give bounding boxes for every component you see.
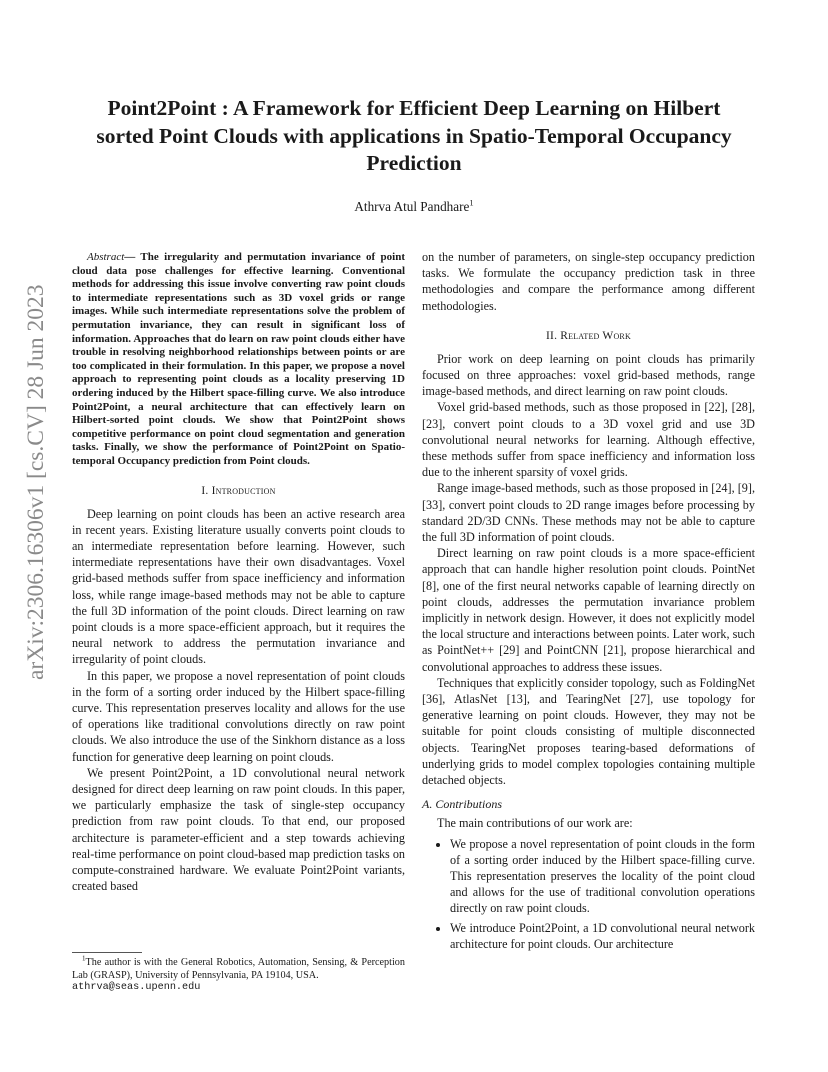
section-number: II.	[546, 329, 558, 342]
footnote-text: The author is with the General Robotics, Automation, Sensing, & Perception Lab (GRASP), University of Pennsylvania, PA 19104, USA.	[72, 957, 405, 981]
contributions-intro: The main contributions of our work are:	[437, 816, 633, 831]
section-title: Related Work	[560, 329, 631, 342]
related-paragraph-3: Range image-based methods, such as those proposed in [24], [9], [33], convert point clouds to 2D range images before processing by standard 2D/3D CNNs. These methods may not be able to capture the full 3D information of point clouds.	[422, 481, 755, 545]
author-line	[80, 199, 748, 215]
abstract-label: Abstract	[87, 251, 125, 263]
related-paragraph-4: Direct learning on raw point clouds is a more space-efficient approach that can handle higher resolution point clouds. PointNet [8], one of the first neural networks capable of learning directly on point clouds, addresses the permutation invariance problem implicitly in network design. However, it does not explicitly model the local structure and interactions between points. Later work, such as PointNet++ [29] and PointCNN [21], propose hierarchical and convolutional approaches to address these issues.	[422, 546, 755, 674]
related-paragraph-5: Techniques that explicitly consider topology, such as FoldingNet [36], AtlasNet [13], and TearingNet [27], use topology for generative learning on point clouds. However, they may not be suitable for point clouds consisting of multiple disconnected objects. TearingNet proposes tearing-based deformations of underlying grids to model complex topologies containing multiple detached objects.	[422, 675, 755, 788]
subsection-heading-contributions	[422, 797, 755, 812]
author-footnote-mark: 1	[469, 197, 474, 208]
related-paragraph-1: Prior work on deep learning on point clouds has primarily focused on three approaches: voxel grid-based methods, range image-based methods, and direct learning on raw point clouds.	[422, 351, 755, 399]
contributions-list	[422, 836, 755, 952]
footnote-text-block	[72, 954, 405, 995]
intro-continuation: on the number of parameters, on single-step occupancy prediction tasks. We formulate the occupancy prediction task in three methodologies and compare the performance among different methodologies.	[422, 250, 755, 313]
author-name: Athrva Atul Pandhare	[354, 199, 470, 214]
intro-paragraph-2: In this paper, we propose a novel representation of point clouds in the form of a sorting order induced by the Hilbert space-filling curve. This representation preserves locality and allows for the use of operations like traditional convolutions directly on raw point clouds. We also introduce the use of the Sinkhorn distance as a loss function for generative deep learning on point clouds.	[72, 668, 405, 764]
abstract	[72, 251, 405, 469]
left-column	[72, 251, 405, 894]
author-email: athrva@seas.upenn.edu	[72, 982, 201, 994]
intro-paragraph-1: Deep learning on point clouds has been an active research area in recent years. Existing literature usually converts point clouds to an intermediate representation before learning. However, such intermediate representations have their own disadvantages. Voxel grid-based methods suffer from space inefficiency and information loss, while range image-based methods may not be able to capture the full 3D information of the point clouds. Direct learning on raw point clouds is a more space-efficient approach, but it requires the neural network to address the permutation invariance and irregularity of point clouds.	[72, 506, 405, 667]
section-title: Introduction	[211, 484, 276, 497]
right-column	[422, 249, 755, 955]
footnote	[72, 954, 405, 995]
section-heading-related-work	[422, 329, 755, 343]
footnote-rule	[72, 952, 142, 953]
paper-title: Point2Point : A Framework for Efficient Deep Learning on Hilbert sorted Point Clouds with applications in Spatio-Temporal Occupancy Prediction	[96, 96, 732, 175]
related-paragraph-2: Voxel grid-based methods, such as those proposed in [22], [28], [23], convert point clouds to a 3D voxel grid and use 3D convolutional neural networks for learning. Although effective, these methods suffer from space inefficiency and information loss due to the inherent sparsity of voxel grids.	[422, 400, 755, 480]
section-heading-introduction	[72, 484, 405, 498]
footnote-mark: 1	[82, 954, 86, 963]
subsection-label: A.	[422, 797, 433, 812]
intro-paragraph-3: We present Point2Point, a 1D convolutional neural network designed for direct deep learning on raw point clouds. In this paper, we particularly emphasize the task of single-step occupancy prediction from raw point clouds. To that end, our proposed architecture is parameter-efficient and a step towards achieving real-time performance on point cloud-based map prediction tasks on compute-constrained hardware. We evaluate Point2Point variants, created based	[72, 765, 406, 894]
subsection-title: Contributions	[435, 797, 503, 812]
list-item: • We propose a novel representation of point clouds in the form of a sorting order induced by the Hilbert space-filling curve. This representation preserves the locality of the point cloud and allows for the use of traditional convolution operations directly on raw point clouds.	[450, 836, 755, 917]
section-number: I.	[201, 484, 209, 497]
arxiv-identifier: arXiv:2306.16306v1 [cs.CV] 28 Jun 2023	[23, 284, 49, 680]
abstract-text: — The irregularity and permutation invariance of point cloud data pose challenges for effective learning. Conventional methods for addressing this issue involve converting raw point clouds to intermediate representations such as 3D voxel grids or range images. While such intermediate representations solve the problem of permutation invariance, they can result in significant loss of information. Approaches that do learn on raw point clouds either have trouble in resolving neighborhood relationships between points or are too complicated in their formulation. In this paper, we propose a novel approach to representing point clouds as a locality preserving 1D ordering induced by the Hilbert space-filling curve. We also introduce Point2Point, a neural architecture that can effectively learn on Hilbert-sorted point clouds. We show that Point2Point shows competitive performance on point cloud segmentation and generation tasks. Finally, we show the performance of Point2Point on Spatio-temporal Occupancy prediction from Point clouds.	[72, 251, 405, 467]
list-item: • We introduce Point2Point, a 1D convolutional neural network architecture for point clouds. Our architecture	[450, 920, 755, 952]
